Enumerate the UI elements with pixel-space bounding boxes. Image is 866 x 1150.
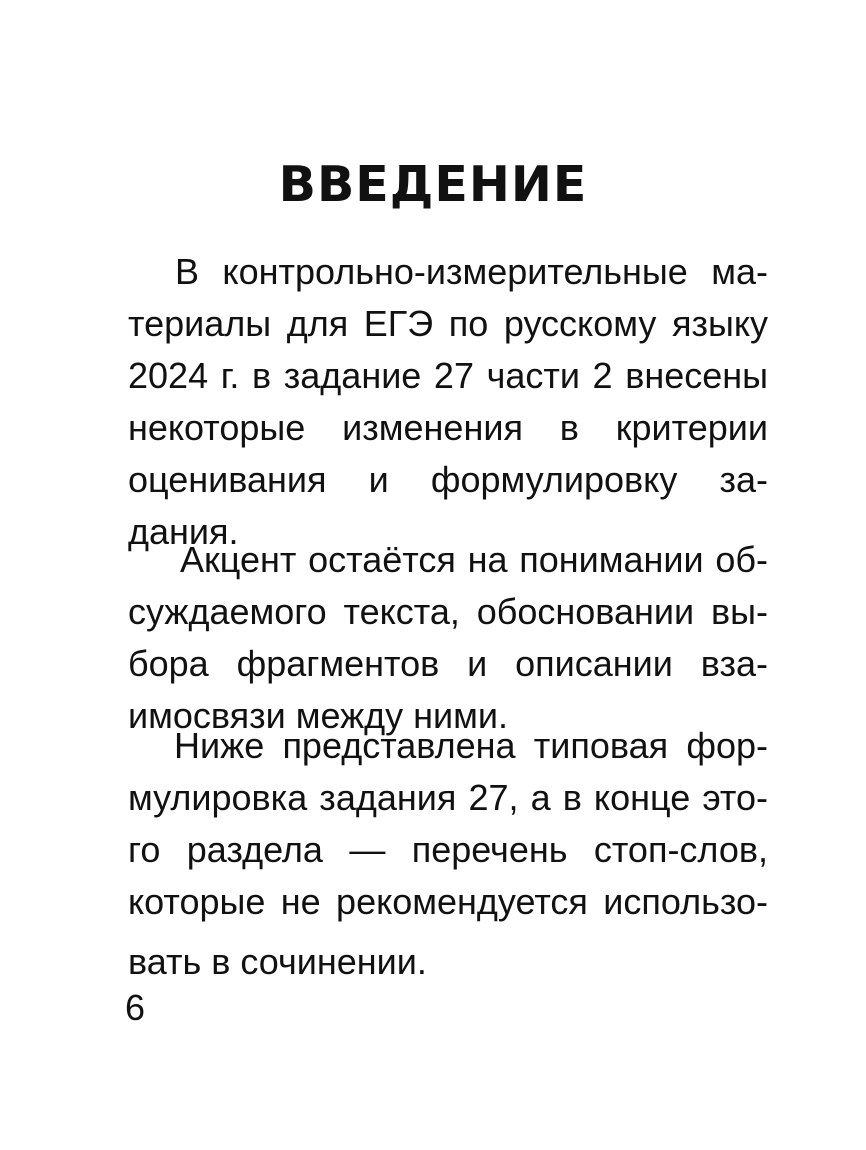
page-number: 6 <box>125 987 146 1028</box>
paragraph-line: мулировка задания 27, а в конце это- <box>128 777 768 818</box>
paragraph-line: суждаемого текста, обосновании вы- <box>128 591 768 632</box>
paragraph-line: которые не рекомендуется использо- <box>128 881 768 922</box>
paragraph-line: териалы для ЕГЭ по русскому языку <box>128 303 768 344</box>
paragraph-line: некоторые изменения в критерии <box>128 407 768 448</box>
paragraph-line: Акцент остаётся на понимании об- <box>180 539 768 580</box>
paragraph-line: оценивания и формулировку за- <box>128 459 768 500</box>
paragraph-line: дания. <box>128 511 239 552</box>
paragraph-line: имосвязи между ними. <box>128 695 509 736</box>
paragraph-line: вать в сочинении. <box>128 941 427 982</box>
paragraph-line: 2024 г. в задание 27 части 2 внесены <box>128 355 768 396</box>
paragraph-line: го раздела — перечень стоп-слов, <box>128 829 768 870</box>
paragraph-1 <box>128 246 768 558</box>
paragraph-2 <box>128 534 768 742</box>
paragraph-3 <box>128 720 768 988</box>
paragraph-line: В контрольно-измерительные ма- <box>175 251 768 292</box>
page-title: ВВЕДЕНИЕ <box>278 156 588 213</box>
paragraph-line: бора фрагментов и описании вза- <box>128 643 768 684</box>
paragraph-line: Ниже представлена типовая фор- <box>174 725 768 766</box>
